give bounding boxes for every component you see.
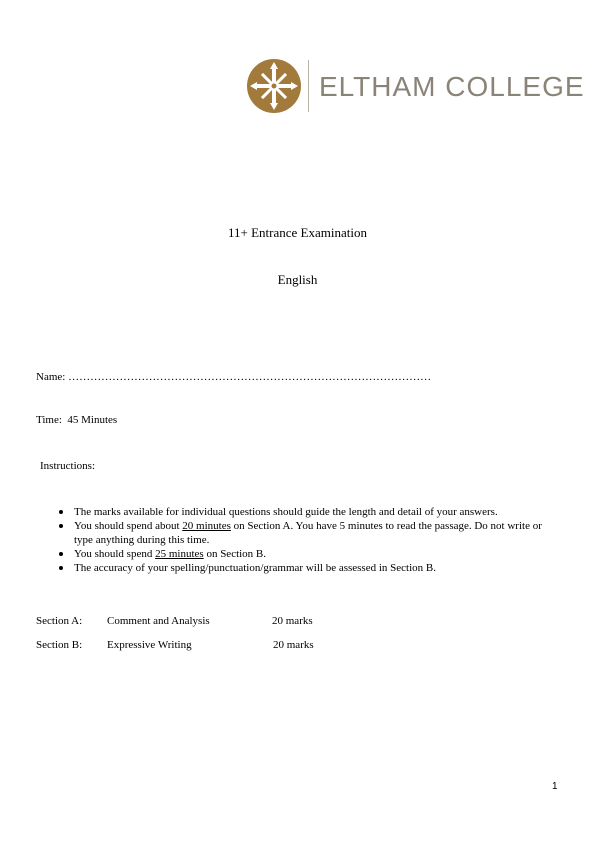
bullet-icon [59, 510, 63, 514]
section-marks: 20 marks [273, 639, 314, 651]
instruction-text: You should spend about [74, 520, 183, 532]
list-item [58, 561, 558, 575]
college-crest-icon [246, 58, 302, 114]
instruction-emphasis: 20 minutes [182, 520, 231, 532]
instruction-text: You should spend [74, 548, 156, 560]
section-name: Comment and Analysis [107, 615, 210, 627]
logo-wordmark: ELTHAM COLLEGE [319, 71, 585, 102]
page-number: 1 [552, 781, 558, 792]
name-field [36, 371, 431, 383]
instructions-heading: Instructions: [40, 460, 95, 472]
name-dots: ……………………………………………………………………………………… [68, 371, 432, 383]
bullet-icon [59, 552, 63, 556]
instruction-text: The marks available for individual questions should guide the length and detail of your answers. [74, 506, 498, 518]
college-logo [244, 58, 585, 116]
list-item [58, 519, 558, 547]
section-label: Section B: [36, 639, 83, 651]
time-label: Time: [36, 414, 62, 426]
section-marks: 20 marks [272, 615, 313, 627]
list-item [58, 547, 558, 561]
name-label: Name: [36, 371, 66, 383]
section-label: Section A: [36, 615, 83, 627]
logo-divider [308, 60, 309, 112]
instruction-emphasis: 25 minutes [155, 548, 204, 560]
instruction-text: on Section B. [203, 548, 267, 560]
subject-title: English [277, 272, 318, 287]
bullet-icon [59, 566, 63, 570]
instructions-list [58, 505, 558, 575]
time-field [36, 414, 117, 426]
bullet-icon [59, 524, 63, 528]
instruction-text: on Section A. You have 5 minutes to read the passage. Do not write or type anything during this time. [74, 520, 542, 546]
time-value: 45 Minutes [67, 414, 118, 426]
section-name: Expressive Writing [107, 639, 192, 651]
instruction-text: The accuracy of your spelling/punctuation/grammar will be assessed in Section B. [74, 562, 436, 574]
exam-title: 11+ Entrance Examination [228, 225, 367, 240]
list-item [58, 505, 558, 519]
